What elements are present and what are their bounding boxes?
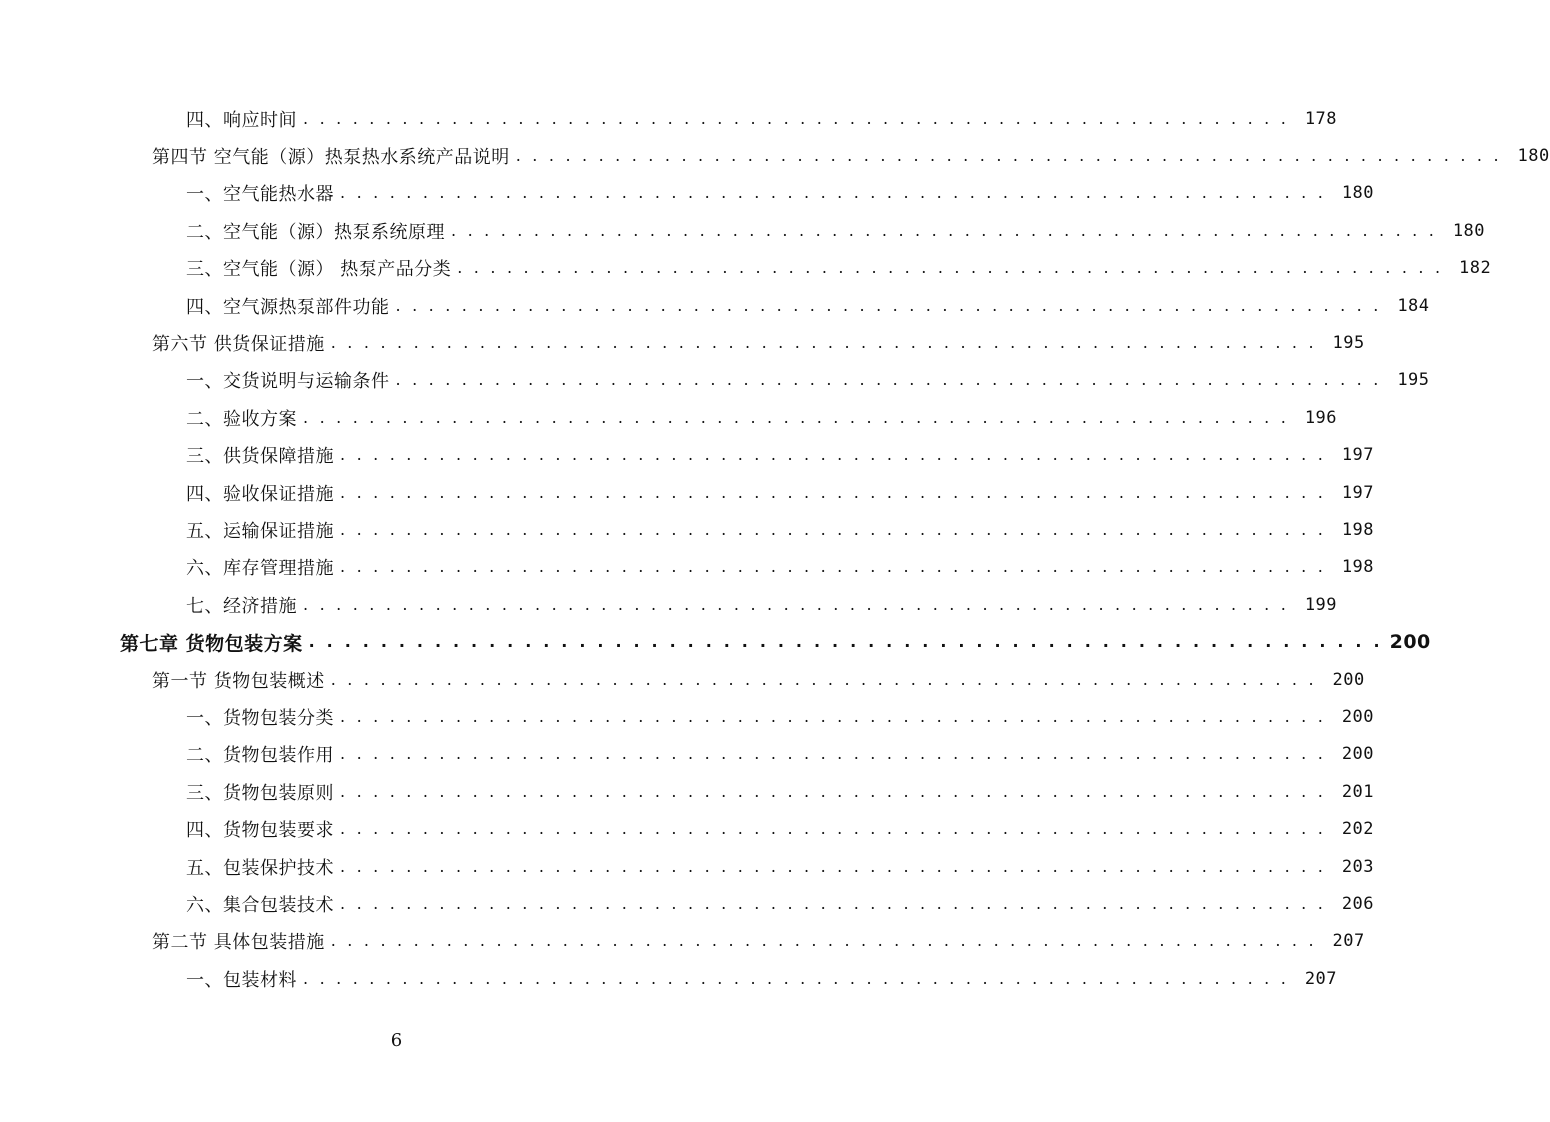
dot-leader: . . . . . . . . . . . . . . . . . . . . . . . . . . . . . . . . . . . . . . . . . . . . . . . . . . . . . . . . . . . . [330,669,1317,689]
toc-entry-section[interactable] [0,661,1365,698]
toc-entry-section[interactable] [0,137,1550,174]
toc-entry-label: 三、货物包装原则 [186,782,334,804]
toc-entry-page: 180 [1517,146,1550,167]
toc-entry-item[interactable] [0,511,1375,548]
toc-entry-item[interactable] [0,848,1375,885]
toc-entry-item[interactable] [0,212,1486,249]
toc-entry-label: 三、供货保障措施 [186,446,334,468]
dot-leader: . . . . . . . . . . . . . . . . . . . . . . . . . . . . . . . . . . . . . . . . . . . . . . . . . . . . . . . . . . . . [340,557,1327,577]
dot-leader: . . . . . . . . . . . . . . . . . . . . . . . . . . . . . . . . . . . . . . . . . . . . . . . . . . . . . . . . . . . . [340,445,1327,465]
toc-entry-label: 四、货物包装要求 [186,820,334,842]
toc-entry-label: 六、集合包装技术 [186,894,334,916]
toc-entry-item[interactable] [0,698,1375,735]
toc-entry-item[interactable] [0,287,1430,324]
dot-leader: . . . . . . . . . . . . . . . . . . . . . . . . . . . . . . . . . . . . . . . . . . . . . . . . . . . . . . . . . . . . [340,482,1327,502]
toc-entry-item[interactable] [0,362,1430,399]
dot-leader: . . . . . . . . . . . . . . . . . . . . . . . . . . . . . . . . . . . . . . . . . . . . . . . . . . . . . . . . . . . . [340,183,1327,203]
toc-entry-page: 184 [1397,295,1430,316]
page-number: 6 [390,1030,403,1051]
dot-leader: . . . . . . . . . . . . . . . . . . . . . . . . . . . . . . . . . . . . . . . . . . . . . . . . . . . . . . . . . . . . [515,146,1502,166]
toc-entry-item[interactable] [0,960,1338,997]
toc-entry-page: 196 [1304,407,1338,428]
toc-entry-label: 一、包装材料 [186,969,297,991]
toc-entry-item[interactable] [0,885,1375,922]
dot-leader: . . . . . . . . . . . . . . . . . . . . . . . . . . . . . . . . . . . . . . . . . . . . . . . . . . . . . . . . . . . . [451,220,1438,240]
toc-entry-page: 178 [1304,108,1338,129]
toc-entry-section[interactable] [0,923,1365,960]
dot-leader: . . . . . . . . . . . . . . . . . . . . . . . . . . . . . . . . . . . . . . . . . . . . . . . . . . . . . . . . . . . . [330,931,1317,951]
toc-entry-page: 200 [1332,669,1365,690]
toc-entry-page: 195 [1332,333,1365,354]
toc-entry-page: 207 [1332,931,1365,952]
toc-entry-label: 二、货物包装作用 [186,745,334,767]
toc-entry-label: 一、交货说明与运输条件 [186,371,390,393]
toc-entry-label: 四、空气源热泵部件功能 [186,296,390,318]
toc-entry-item[interactable] [0,549,1375,586]
toc-entry-item[interactable] [0,736,1375,773]
table-of-contents [0,100,1550,997]
dot-leader: . . . . . . . . . . . . . . . . . . . . . . . . . . . . . . . . . . . . . . . . . . . . . . . . . . . . . . . . . . . . [395,295,1382,315]
toc-entry-page: 195 [1397,370,1430,391]
toc-entry-label: 第四节 空气能（源）热泵热水系统产品说明 [152,147,510,169]
toc-entry-label: 第一节 货物包装概述 [152,670,325,692]
toc-entry-item[interactable] [0,474,1375,511]
dot-leader: . . . . . . . . . . . . . . . . . . . . . . . . . . . . . . . . . . . . . . . . . . . . . . . . . . . . . . . . . . . . [308,632,1383,652]
dot-leader: . . . . . . . . . . . . . . . . . . . . . . . . . . . . . . . . . . . . . . . . . . . . . . . . . . . . . . . . . . . . [330,333,1317,353]
dot-leader: . . . . . . . . . . . . . . . . . . . . . . . . . . . . . . . . . . . . . . . . . . . . . . . . . . . . . . . . . . . . [340,519,1327,539]
dot-leader: . . . . . . . . . . . . . . . . . . . . . . . . . . . . . . . . . . . . . . . . . . . . . . . . . . . . . . . . . . . . [457,258,1444,278]
dot-leader: . . . . . . . . . . . . . . . . . . . . . . . . . . . . . . . . . . . . . . . . . . . . . . . . . . . . . . . . . . . . [340,819,1327,839]
dot-leader: . . . . . . . . . . . . . . . . . . . . . . . . . . . . . . . . . . . . . . . . . . . . . . . . . . . . . . . . . . . . [303,407,1290,427]
dot-leader: . . . . . . . . . . . . . . . . . . . . . . . . . . . . . . . . . . . . . . . . . . . . . . . . . . . . . . . . . . . . [340,781,1327,801]
toc-entry-page: 197 [1341,482,1375,503]
dot-leader: . . . . . . . . . . . . . . . . . . . . . . . . . . . . . . . . . . . . . . . . . . . . . . . . . . . . . . . . . . . . [303,108,1290,128]
toc-entry-page: 201 [1341,781,1375,802]
toc-entry-label: 一、空气能热水器 [186,184,334,206]
toc-entry-label: 第二节 具体包装措施 [152,932,325,954]
toc-entry-label: 三、空气能（源） 热泵产品分类 [186,259,452,281]
toc-entry-label: 五、运输保证措施 [186,520,334,542]
toc-entry-chapter[interactable] [0,623,1431,660]
toc-entry-label: 二、空气能（源）热泵系统原理 [186,221,445,243]
toc-entry-page: 203 [1341,856,1375,877]
toc-entry-item[interactable] [0,586,1338,623]
toc-entry-page: 202 [1341,819,1375,840]
dot-leader: . . . . . . . . . . . . . . . . . . . . . . . . . . . . . . . . . . . . . . . . . . . . . . . . . . . . . . . . . . . . [340,706,1327,726]
toc-entry-label: 六、库存管理措施 [186,558,334,580]
toc-entry-label: 四、响应时间 [186,109,297,131]
toc-entry-item[interactable] [0,399,1338,436]
dot-leader: . . . . . . . . . . . . . . . . . . . . . . . . . . . . . . . . . . . . . . . . . . . . . . . . . . . . . . . . . . . . [303,594,1290,614]
toc-entry-item[interactable] [0,250,1492,287]
toc-entry-item[interactable] [0,437,1375,474]
toc-entry-item[interactable] [0,773,1375,810]
toc-entry-label: 第六节 供货保证措施 [152,334,325,356]
toc-entry-label: 第七章 货物包装方案 [120,632,303,655]
dot-leader: . . . . . . . . . . . . . . . . . . . . . . . . . . . . . . . . . . . . . . . . . . . . . . . . . . . . . . . . . . . . [340,744,1327,764]
dot-leader: . . . . . . . . . . . . . . . . . . . . . . . . . . . . . . . . . . . . . . . . . . . . . . . . . . . . . . . . . . . . [340,856,1327,876]
toc-entry-page: 207 [1304,968,1338,989]
toc-entry-page: 180 [1452,220,1486,241]
toc-entry-page: 206 [1341,893,1375,914]
toc-entry-page: 197 [1341,445,1375,466]
dot-leader: . . . . . . . . . . . . . . . . . . . . . . . . . . . . . . . . . . . . . . . . . . . . . . . . . . . . . . . . . . . . [395,370,1382,390]
toc-entry-page: 198 [1341,519,1375,540]
toc-entry-page: 180 [1341,183,1375,204]
toc-entry-item[interactable] [0,810,1375,847]
dot-leader: . . . . . . . . . . . . . . . . . . . . . . . . . . . . . . . . . . . . . . . . . . . . . . . . . . . . . . . . . . . . [340,893,1327,913]
toc-entry-label: 七、经济措施 [186,595,297,617]
dot-leader: . . . . . . . . . . . . . . . . . . . . . . . . . . . . . . . . . . . . . . . . . . . . . . . . . . . . . . . . . . . . [303,968,1290,988]
toc-entry-page: 198 [1341,557,1375,578]
toc-entry-label: 一、货物包装分类 [186,707,334,729]
toc-entry-page: 200 [1341,744,1375,765]
toc-entry-page: 200 [1389,631,1431,654]
toc-entry-label: 五、包装保护技术 [186,857,334,879]
toc-entry-item[interactable] [0,175,1375,212]
toc-entry-label: 四、验收保证措施 [186,483,334,505]
toc-entry-page: 199 [1304,594,1338,615]
toc-entry-section[interactable] [0,324,1365,361]
toc-entry-item[interactable] [0,100,1338,137]
toc-entry-label: 二、验收方案 [186,408,297,430]
toc-entry-page: 182 [1459,258,1492,279]
toc-entry-page: 200 [1341,706,1375,727]
